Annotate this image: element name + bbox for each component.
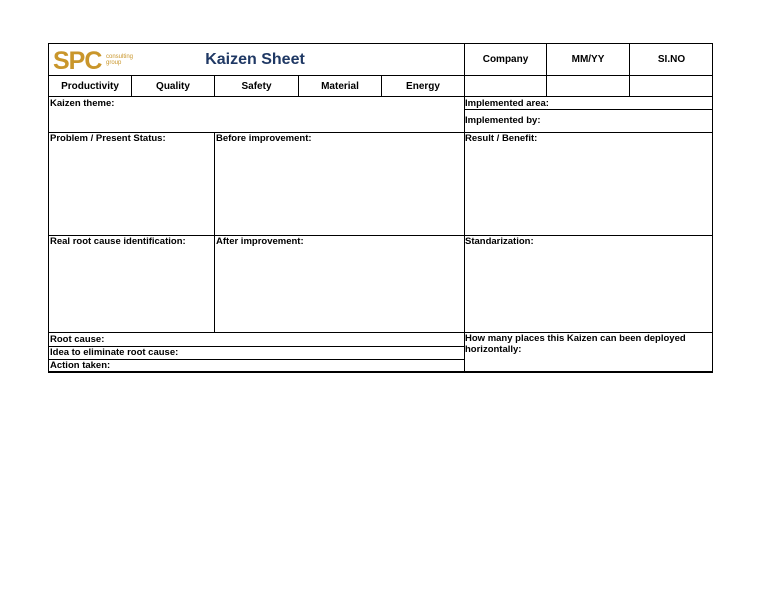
idea-eliminate-label: Idea to eliminate root cause:	[50, 347, 179, 358]
kaizen-theme-label: Kaizen theme:	[50, 98, 115, 109]
implemented-area-label: Implemented area:	[465, 98, 549, 109]
result-benefit-label: Result / Benefit:	[465, 133, 538, 144]
category-safety[interactable]: Safety	[241, 80, 272, 92]
page-title: Kaizen Sheet	[205, 50, 305, 68]
serial-number-value-cell[interactable]	[630, 76, 713, 96]
root-cause-label: Root cause:	[50, 334, 105, 345]
category-energy[interactable]: Energy	[406, 80, 440, 92]
date-value-cell[interactable]	[547, 76, 629, 96]
horizontal-deploy-label: How many places this Kaizen can been deployed horizontally:	[465, 333, 686, 355]
company-header: Company	[482, 54, 529, 65]
category-quality[interactable]: Quality	[156, 80, 190, 92]
company-value-cell[interactable]	[465, 76, 546, 96]
category-productivity[interactable]: Productivity	[61, 80, 119, 92]
before-improvement-label: Before improvement:	[216, 133, 312, 144]
category-material[interactable]: Material	[321, 80, 359, 92]
real-root-cause-label: Real root cause identification:	[50, 236, 186, 247]
logo-subtext: consulting group	[106, 54, 134, 66]
date-header: MM/YY	[571, 54, 605, 65]
problem-status-label: Problem / Present Status:	[50, 133, 166, 144]
spc-logo: SPC	[53, 47, 102, 75]
action-taken-label: Action taken:	[50, 360, 111, 371]
serial-number-header: SI.NO	[657, 54, 686, 65]
after-improvement-label: After improvement:	[216, 236, 304, 247]
standardization-label: Standarization:	[465, 236, 534, 247]
implemented-by-label: Implemented by:	[465, 115, 541, 126]
